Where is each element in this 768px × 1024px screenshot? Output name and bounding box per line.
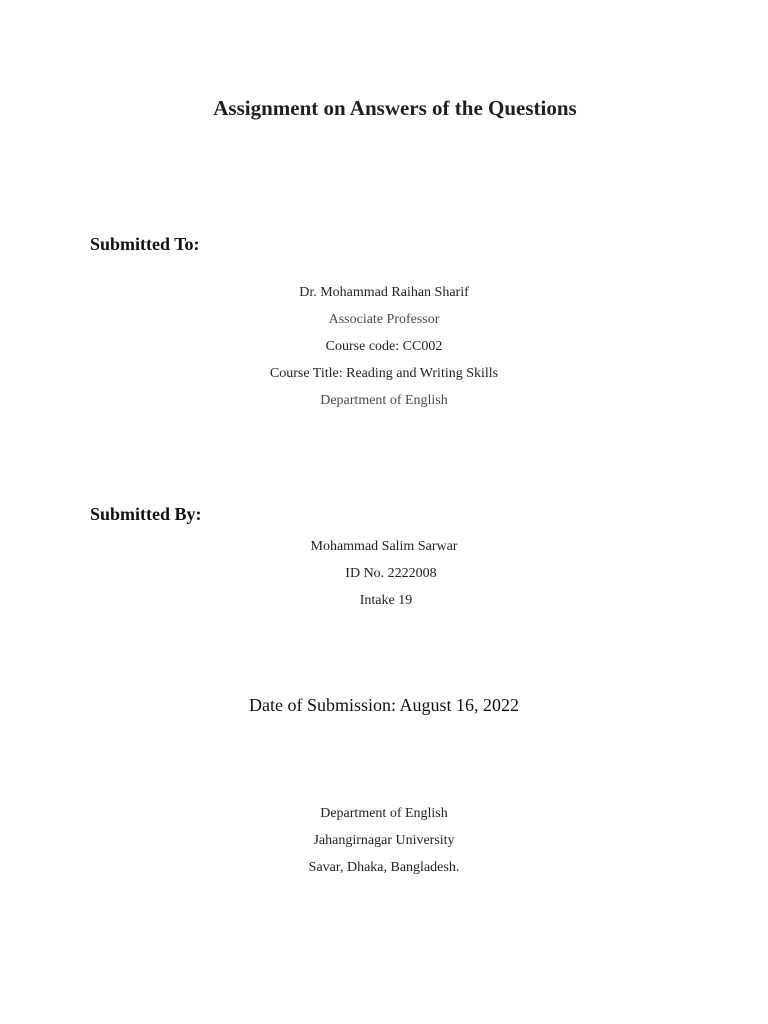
submitted-to-department: Department of English: [320, 393, 448, 408]
submitted-to-course-title: Course Title: Reading and Writing Skills: [269, 366, 499, 381]
submitted-by-name: Mohammad Salim Sarwar: [310, 539, 458, 554]
submitted-to-course-code: Course code: CC002: [325, 339, 443, 354]
submitted-to-heading: Submitted To:: [90, 234, 200, 254]
address-university: Jahangirnagar University: [313, 833, 455, 848]
submitted-by-heading: Submitted By:: [90, 504, 202, 524]
submitted-to-position: Associate Professor: [328, 312, 440, 327]
date-of-submission: Date of Submission: August 16, 2022: [248, 695, 519, 715]
address-department: Department of English: [320, 806, 448, 821]
submitted-by-intake: Intake 19: [359, 593, 413, 608]
submitted-by-id: ID No. 2222008: [345, 566, 437, 581]
document-title: Assignment on Answers of the Questions: [213, 96, 577, 120]
address-location: Savar, Dhaka, Bangladesh.: [308, 860, 460, 875]
submitted-to-name: Dr. Mohammad Raihan Sharif: [299, 285, 469, 300]
